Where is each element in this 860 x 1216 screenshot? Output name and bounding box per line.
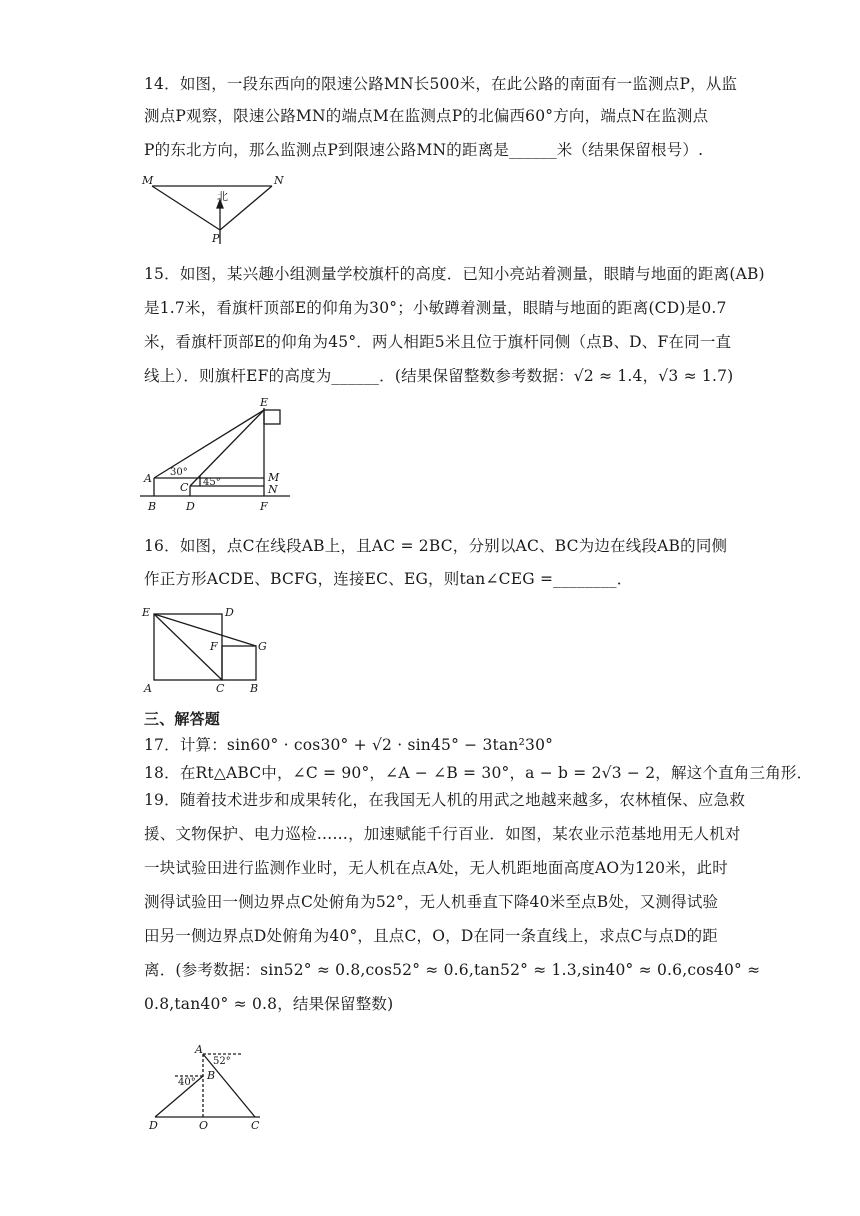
q16-label-f: F — [210, 640, 218, 653]
q19-line-1: 19．随着技术进步和成果转化，在我国无人机的用武之地越来越多，农林植保、应急救 — [144, 791, 746, 809]
section-heading: 三、解答题 — [144, 710, 221, 728]
q15-angle-30: 30° — [170, 467, 188, 478]
q14-label-p: P — [212, 232, 220, 245]
q18-text: 18．在Rt△ABC中，∠C = 90°，∠A − ∠B = 30°，a − b = 2√3 − 2，解这个直角三角形． — [144, 764, 813, 782]
q15-figure — [140, 396, 300, 516]
q15-flag — [264, 410, 280, 424]
q14-segment-mp — [152, 186, 220, 230]
q19-label-b: B — [207, 1069, 216, 1082]
q15-label-a: A — [144, 472, 152, 485]
q16-label-d: D — [225, 606, 234, 619]
q16-figure — [140, 602, 280, 702]
q15-label-d: D — [186, 500, 195, 513]
q19-label-d: D — [149, 1119, 158, 1132]
q15-label-b: B — [148, 500, 157, 513]
q19-line-7: 0.8,tan40° ≈ 0.8，结果保留整数) — [144, 995, 394, 1013]
q15-sight-ce — [190, 410, 264, 486]
q19-label-c: C — [251, 1119, 260, 1132]
q15-line-3: 米，看旗杆顶部E的仰角为45°．两人相距5米且位于旗杆同侧（点B、D、F在同一直 — [144, 333, 732, 351]
q15-line-4: 线上）．则旗杆EF的高度为______．(结果保留整数参考数据：√2 ≈ 1.4，√3 ≈ 1.7) — [144, 367, 734, 385]
q19-line-2: 援、文物保护、电力巡检……，加速赋能千行百业．如图，某农业示范基地用无人机对 — [144, 825, 741, 843]
q16-segment-eg — [154, 614, 256, 646]
q16-label-g: G — [258, 640, 267, 653]
q15-label-n: N — [268, 483, 278, 496]
q16-line-2: 作正方形ACDE、BCFG，连接EC、EG，则tan∠CEG =________． — [144, 570, 633, 588]
q19-angle-40: 40° — [178, 1077, 196, 1088]
q16-square-bcfg — [222, 646, 256, 680]
q19-angle-52: 52° — [213, 1056, 231, 1067]
q15-angle-45: 45° — [203, 477, 221, 488]
q15-label-c: C — [180, 481, 189, 494]
q14-label-north: 北 — [217, 190, 228, 203]
q19-line-6: 离．(参考数据：sin52° ≈ 0.8,cos52° ≈ 0.6,tan52° ≈ 1.3,sin40° ≈ 0.6,cos40° ≈ — [144, 961, 761, 979]
q19-label-a: A — [195, 1043, 203, 1056]
q19-line-5: 田另一侧边界点D处俯角为40°，且点C，O，D在同一条直线上，求点C与点D的距 — [144, 927, 718, 945]
q16-label-e: E — [142, 606, 151, 619]
q15-label-e: E — [260, 396, 269, 409]
q15-line-2: 是1.7米，看旗杆顶部E的仰角为30°；小敏蹲着测量，眼睛与地面的距离(CD)是0.7 — [144, 299, 727, 317]
q15-line-1: 15．如图，某兴趣小组测量学校旗杆的高度．已知小亮站着测量，眼睛与地面的距离(AB) — [144, 265, 765, 283]
q19-label-o: O — [199, 1119, 209, 1132]
q19-figure — [145, 1044, 270, 1134]
q19-line-4: 测得试验田一侧边界点C处俯角为52°，无人机垂直下降40米至点B处，又测得试验 — [144, 893, 719, 911]
q16-label-b: B — [250, 682, 259, 695]
q15-label-f: F — [260, 500, 268, 513]
q15-label-m: M — [268, 471, 280, 484]
q14-figure — [140, 172, 285, 252]
q17-text: 17．计算：sin60° · cos30° + √2 · sin45° − 3tan²30° — [144, 736, 554, 754]
q14-line-1: 14．如图，一段东西向的限速公路MN长500米，在此公路的南面有一监测点P，从监 — [144, 75, 738, 93]
q19-line-3: 一块试验田进行监测作业时，无人机在点A处，无人机距地面高度AO为120米，此时 — [144, 859, 728, 877]
q14-line-3: P的东北方向，那么监测点P到限速公路MN的距离是______米（结果保留根号）. — [144, 141, 704, 159]
q14-label-m: M — [142, 174, 154, 187]
q14-line-2: 测点P观察，限速公路MN的端点M在监测点P的北偏西60°方向，端点N在监测点 — [144, 107, 709, 125]
q16-line-1: 16．如图，点C在线段AB上，且AC = 2BC，分别以AC、BC为边在线段AB的同侧 — [144, 537, 728, 555]
q16-label-a: A — [144, 682, 152, 695]
q14-label-n: N — [274, 174, 284, 187]
q16-label-c: C — [216, 682, 225, 695]
